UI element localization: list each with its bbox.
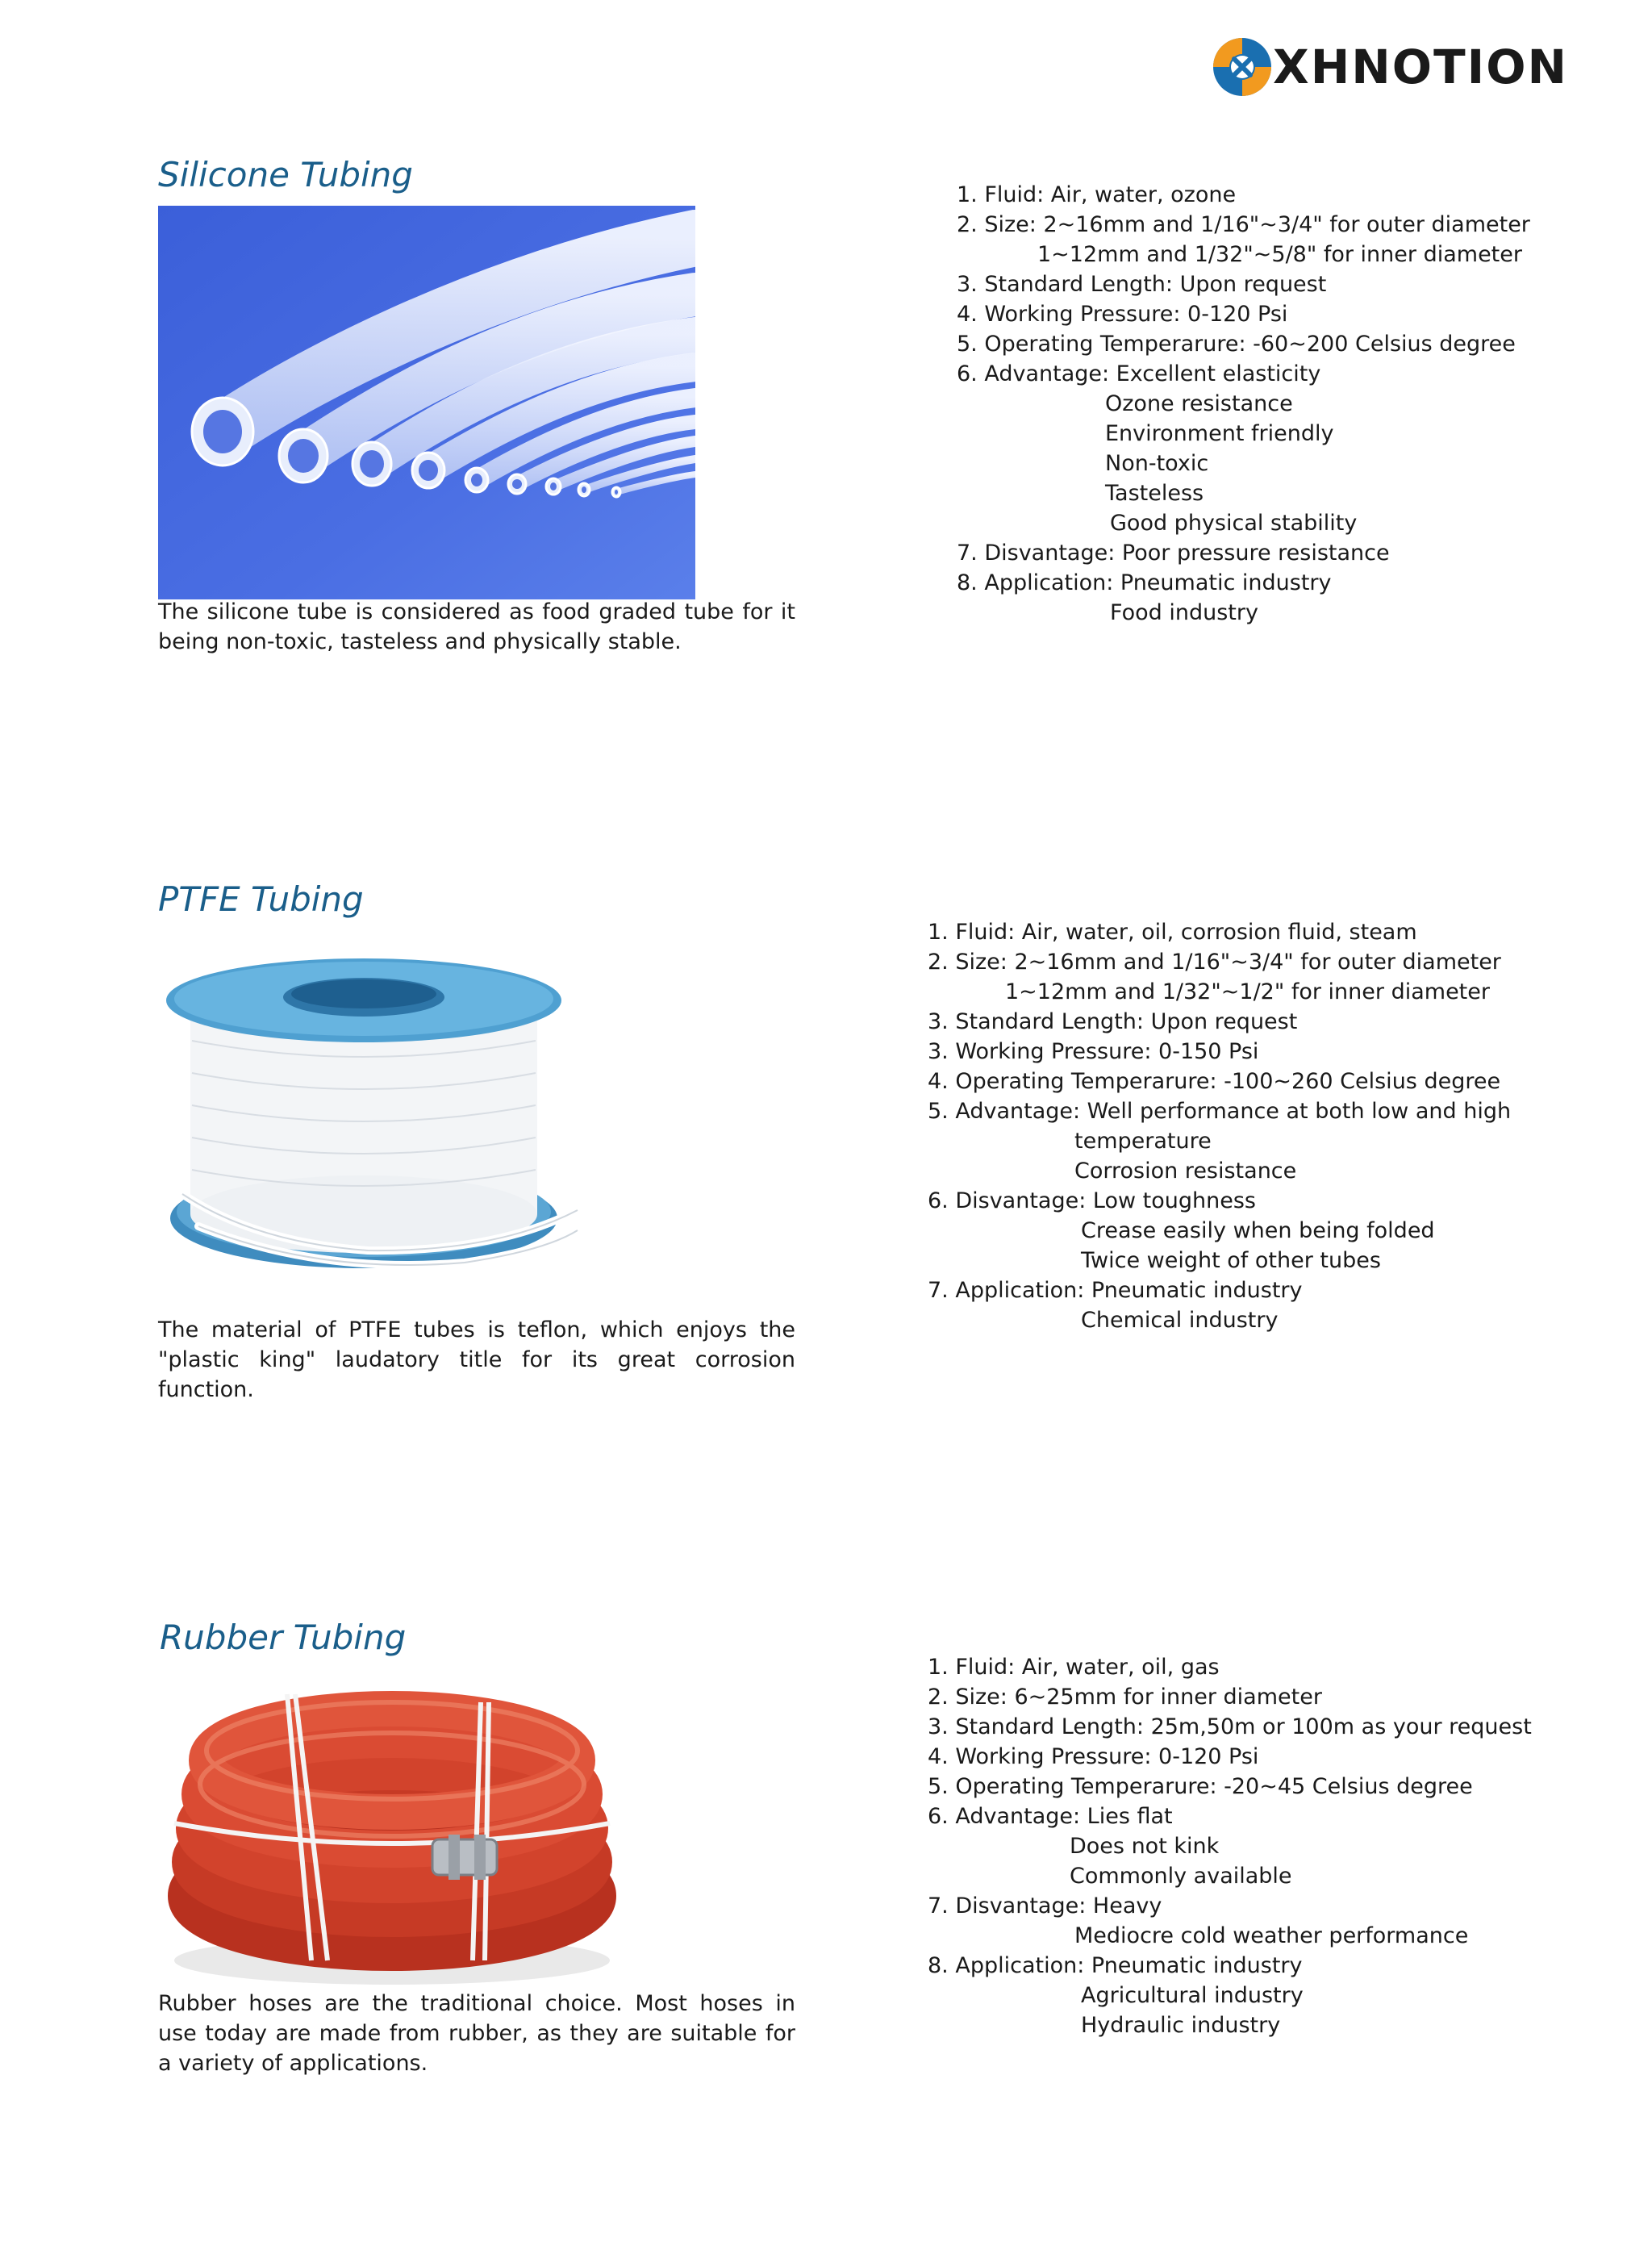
- spec-line: Mediocre cold weather performance: [1074, 1923, 1469, 1948]
- spec-line: Agricultural industry: [1081, 1983, 1304, 2008]
- spec-line: 1~12mm and 1/32"~1/2" for inner diameter: [1005, 979, 1490, 1004]
- spec-line: Corrosion resistance: [1074, 1159, 1297, 1184]
- spec-line: 3. Standard Length: Upon request: [928, 1009, 1298, 1034]
- ptfe-spec-list: [928, 917, 1511, 1335]
- spec-line: Environment friendly: [1105, 421, 1334, 446]
- spec-line: Does not kink: [1070, 1834, 1220, 1859]
- spec-line: Hydraulic industry: [1081, 2013, 1281, 2038]
- spec-line: 1. Fluid: Air, water, ozone: [957, 182, 1237, 207]
- ptfe-tubing-photo: [158, 952, 594, 1299]
- spec-line: Twice weight of other tubes: [1081, 1248, 1381, 1273]
- spec-line: 1. Fluid: Air, water, oil, gas: [928, 1655, 1220, 1680]
- section-title-silicone: Silicone Tubing: [158, 155, 413, 194]
- spec-line: 7. Application: Pneumatic industry: [928, 1278, 1303, 1303]
- spec-line: 4. Operating Temperarure: -100~260 Celsius degree: [928, 1069, 1501, 1094]
- spec-line: 5. Advantage: Well performance at both low and high: [928, 1099, 1512, 1124]
- spec-line: 2. Size: 6~25mm for inner diameter: [928, 1685, 1322, 1710]
- spec-line: Non-toxic: [1105, 451, 1209, 476]
- rubber-spec-list: [928, 1652, 1532, 2040]
- spec-line: 7. Disvantage: Poor pressure resistance: [957, 541, 1390, 566]
- silicone-spec-list: [957, 180, 1530, 628]
- spec-line: 6. Disvantage: Low toughness: [928, 1188, 1256, 1213]
- spec-line: Commonly available: [1070, 1864, 1292, 1889]
- spec-line: 3. Standard Length: 25m,50m or 100m as your request: [928, 1714, 1532, 1739]
- spec-line: 1~12mm and 1/32"~5/8" for inner diameter: [1037, 242, 1522, 267]
- rubber-caption: Rubber hoses are the traditional choice. Most hoses in use today are made from rubber, as they are suitable for a variety of applications.: [158, 1991, 795, 2076]
- ptfe-caption: The material of PTFE tubes is teflon, which enjoys the "plastic king" laudatory title for its great corrosion function.: [158, 1317, 795, 1402]
- section-title-rubber: Rubber Tubing: [160, 1618, 407, 1657]
- brand-logo: [1210, 31, 1569, 103]
- spec-line: 4. Working Pressure: 0-120 Psi: [928, 1744, 1259, 1769]
- spec-line: Chemical industry: [1081, 1308, 1279, 1333]
- spec-line: 5. Operating Temperarure: -60~200 Celsius degree: [957, 332, 1516, 357]
- silicone-tubing-photo: [158, 206, 695, 599]
- spec-line: 8. Application: Pneumatic industry: [957, 570, 1332, 595]
- spec-line: Good physical stability: [1110, 511, 1358, 536]
- spec-line: 3. Standard Length: Upon request: [957, 272, 1327, 297]
- xhnotion-logo-icon: [1210, 35, 1274, 99]
- rubber-tubing-photo: [158, 1670, 626, 1993]
- spec-line: Crease easily when being folded: [1081, 1218, 1435, 1243]
- spec-line: 2. Size: 2~16mm and 1/16"~3/4" for outer diameter: [957, 212, 1530, 237]
- silicone-caption: The silicone tube is considered as food graded tube for it being non-toxic, tasteless and physically stable.: [158, 599, 795, 654]
- spec-line: 7. Disvantage: Heavy: [928, 1893, 1162, 1918]
- spec-line: Food industry: [1110, 600, 1258, 625]
- spec-line: 8. Application: Pneumatic industry: [928, 1953, 1303, 1978]
- spec-line: 6. Advantage: Lies flat: [928, 1804, 1173, 1829]
- spec-line: 6. Advantage: Excellent elasticity: [957, 361, 1321, 386]
- section-title-ptfe: PTFE Tubing: [158, 879, 364, 919]
- spec-line: 1. Fluid: Air, water, oil, corrosion fluid, steam: [928, 920, 1417, 945]
- brand-wordmark: XHNOTION: [1273, 40, 1569, 94]
- spec-line: 3. Working Pressure: 0-150 Psi: [928, 1039, 1259, 1064]
- spec-line: Tasteless: [1105, 481, 1204, 506]
- spec-line: 4. Working Pressure: 0-120 Psi: [957, 302, 1288, 327]
- spec-line: Ozone resistance: [1105, 391, 1293, 416]
- spec-line: 2. Size: 2~16mm and 1/16"~3/4" for outer diameter: [928, 950, 1501, 975]
- spec-line: 5. Operating Temperarure: -20~45 Celsius degree: [928, 1774, 1473, 1799]
- spec-line: temperature: [1074, 1129, 1212, 1154]
